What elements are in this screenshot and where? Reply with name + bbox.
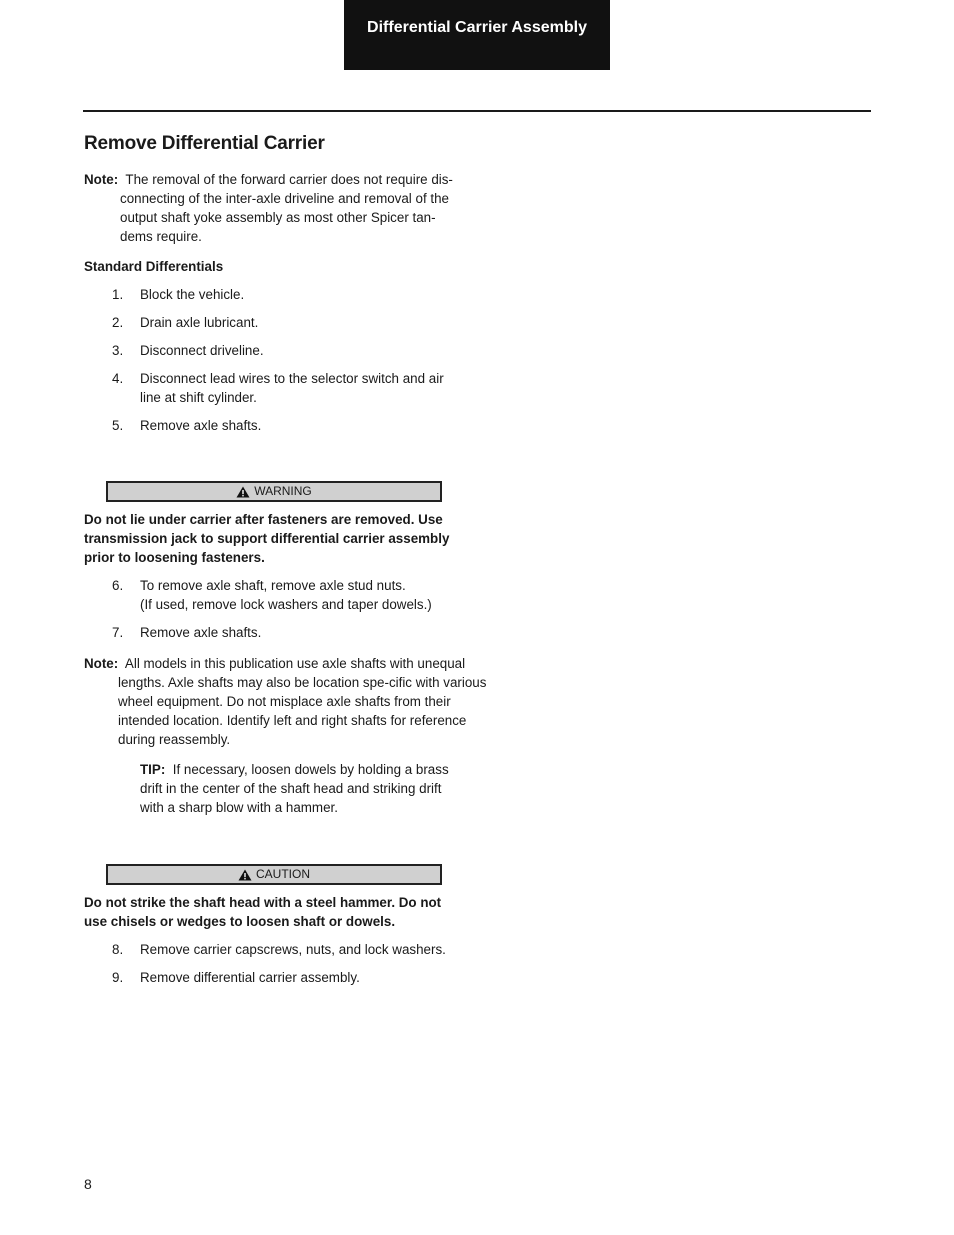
subheading-standard-differentials: Standard Differentials — [84, 259, 224, 274]
step-number: 7. — [112, 625, 124, 640]
step-number: 4. — [112, 371, 124, 386]
step-item — [84, 341, 464, 360]
caution-banner — [106, 864, 442, 885]
step-number: 1. — [112, 287, 124, 302]
caution-text: Do not strike the shaft head with a steel hammer. Do not use chisels or wedges to loosen shaft or dowels. — [84, 895, 442, 929]
step-text: Remove differential carrier assembly. — [140, 970, 360, 985]
main-column — [84, 170, 487, 996]
step-text: Remove axle shafts. — [140, 418, 262, 433]
step-number: 5. — [112, 418, 124, 433]
header-tab-title: Differential Carrier Assembly — [367, 19, 587, 36]
caution-triangle-icon — [238, 869, 252, 881]
warning-text: Do not lie under carrier after fasteners are removed. Use transmission jack to support differential carrier assembly prior to loosening fasteners. — [84, 512, 450, 565]
page-number: 8 — [84, 1176, 92, 1192]
tip-label: TIP: — [140, 762, 166, 777]
warning-banner — [106, 481, 442, 502]
step-item — [84, 369, 464, 407]
note-label: Note: — [84, 172, 119, 187]
warning-triangle-icon — [236, 486, 250, 498]
header-tab — [344, 0, 610, 70]
step-item — [84, 576, 464, 614]
tip-paragraph — [140, 760, 456, 817]
step-text: Drain axle lubricant. — [140, 315, 259, 330]
note-label: Note: — [84, 656, 119, 671]
step-item — [84, 285, 464, 304]
step-number: 9. — [112, 970, 124, 985]
note-text: All models in this publication use axle shafts with unequal lengths. Axle shafts may also be location spe-cific with various wheel equipment. Do not misplace axle shafts from their intended location. Identify left and right shafts for reference during reassembly. — [118, 656, 487, 747]
step-text: Remove carrier capscrews, nuts, and lock washers. — [140, 942, 446, 957]
step-text-line: (If used, remove lock washers and taper dowels.) — [140, 597, 432, 612]
note-axle-shafts — [84, 654, 490, 749]
step-item — [84, 416, 464, 435]
step-number: 8. — [112, 942, 124, 957]
note-forward-carrier — [84, 170, 464, 246]
step-text-line: To remove axle shaft, remove axle stud nuts. — [140, 578, 406, 593]
caution-label: CAUTION — [256, 867, 310, 881]
step-text: Disconnect driveline. — [140, 343, 264, 358]
warning-label: WARNING — [254, 484, 312, 498]
step-number: 3. — [112, 343, 124, 358]
step-number: 6. — [112, 578, 124, 593]
tip-text: If necessary, loosen dowels by holding a brass drift in the center of the shaft head and striking drift with a sharp blow with a hammer. — [140, 762, 449, 815]
section-title: Remove Differential Carrier — [84, 133, 325, 154]
step-text — [140, 576, 456, 614]
step-item — [84, 968, 464, 987]
header-rule — [83, 110, 871, 112]
note-text: The removal of the forward carrier does not require dis-connecting of the inter-axle driveline and removal of the output shaft yoke assembly as most other Spicer tan-dems require. — [120, 172, 453, 244]
step-item — [84, 313, 464, 332]
step-text: Block the vehicle. — [140, 287, 245, 302]
step-item — [84, 940, 464, 959]
step-item — [84, 623, 464, 642]
step-text: Remove axle shafts. — [140, 625, 262, 640]
step-number: 2. — [112, 315, 124, 330]
step-text: Disconnect lead wires to the selector switch and air line at shift cylinder. — [140, 371, 444, 405]
